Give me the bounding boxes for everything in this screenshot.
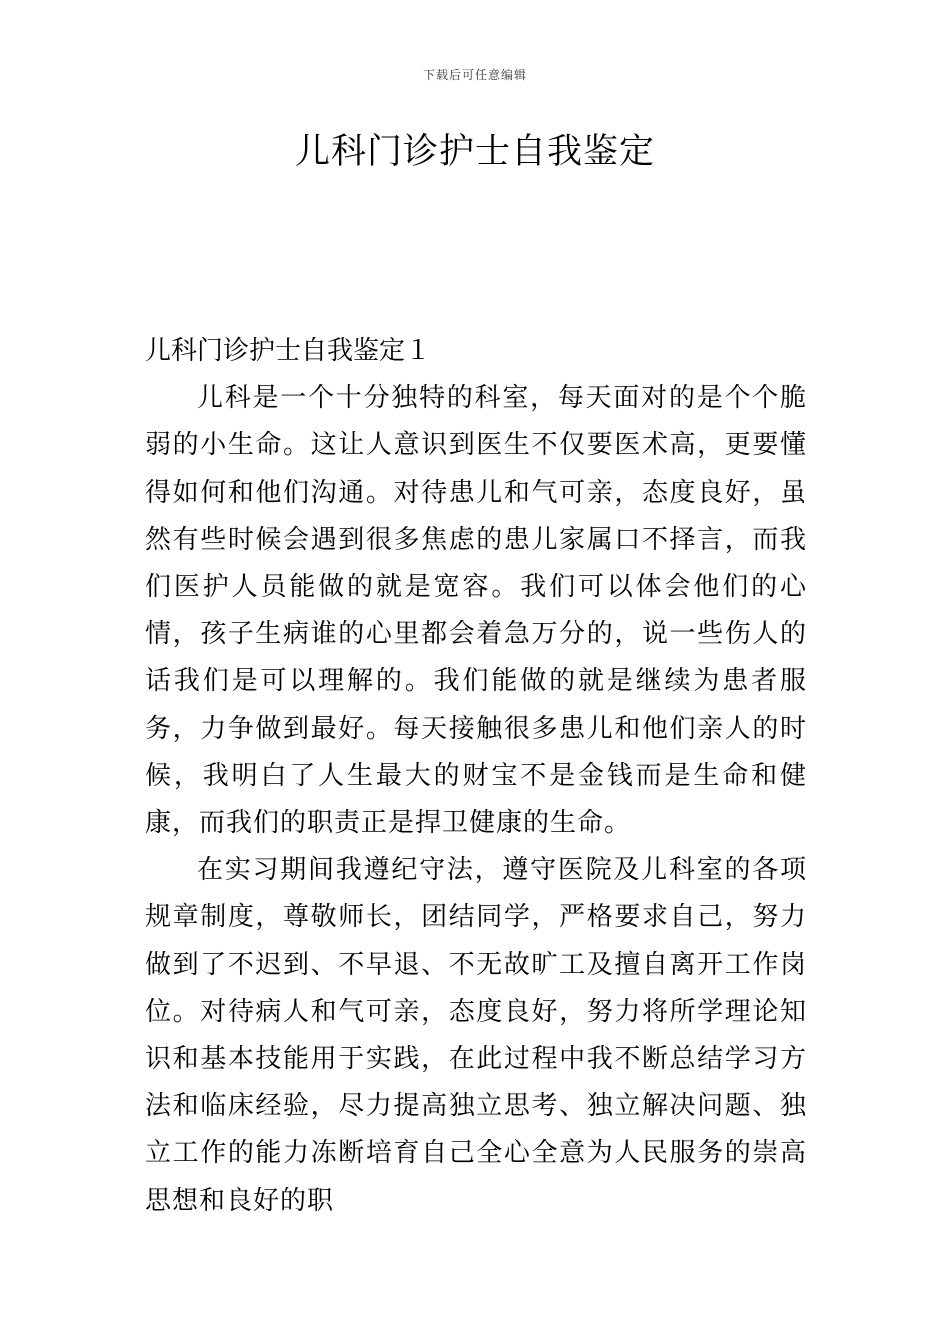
document-body	[145, 328, 807, 1225]
paragraph: 儿科是一个十分独特的科室，每天面对的是个个脆弱的小生命。这让人意识到医生不仅要医术高，更要懂得如何和他们沟通。对待患儿和气可亲，态度良好，虽然有些时候会遇到很多焦虑的患儿家属口不择言，而我们医护人员能做的就是宽容。我们可以体会他们的心情，孩子生病谁的心里都会着急万分的，说一些伤人的话我们是可以理解的。我们能做的就是继续为患者服务，力争做到最好。每天接触很多患儿和他们亲人的时候，我明白了人生最大的财宝不是金钱而是生命和健康，而我们的职责正是捍卫健康的生命。	[145, 383, 807, 839]
document-title: 儿科门诊护士自我鉴定	[294, 132, 655, 172]
paragraph: 在实习期间我遵纪守法，遵守医院及儿科室的各项规章制度，尊敬师长，团结同学，严格要求自己，努力做到了不迟到、不早退、不无故旷工及擅自离开工作岗位。对待病人和气可亲，态度良好，努力将所学理论知识和基本技能用于实践，在此过程中我不断总结学习方法和临床经验，尽力提高独立思考、独立解决问题、独立工作的能力冻断培育自己全心全意为人民服务的崇高思想和良好的职	[145, 855, 807, 1216]
header-note: 下载后可任意编辑	[422, 68, 527, 82]
section-heading: 儿科门诊护士自我鉴定１	[145, 336, 432, 366]
